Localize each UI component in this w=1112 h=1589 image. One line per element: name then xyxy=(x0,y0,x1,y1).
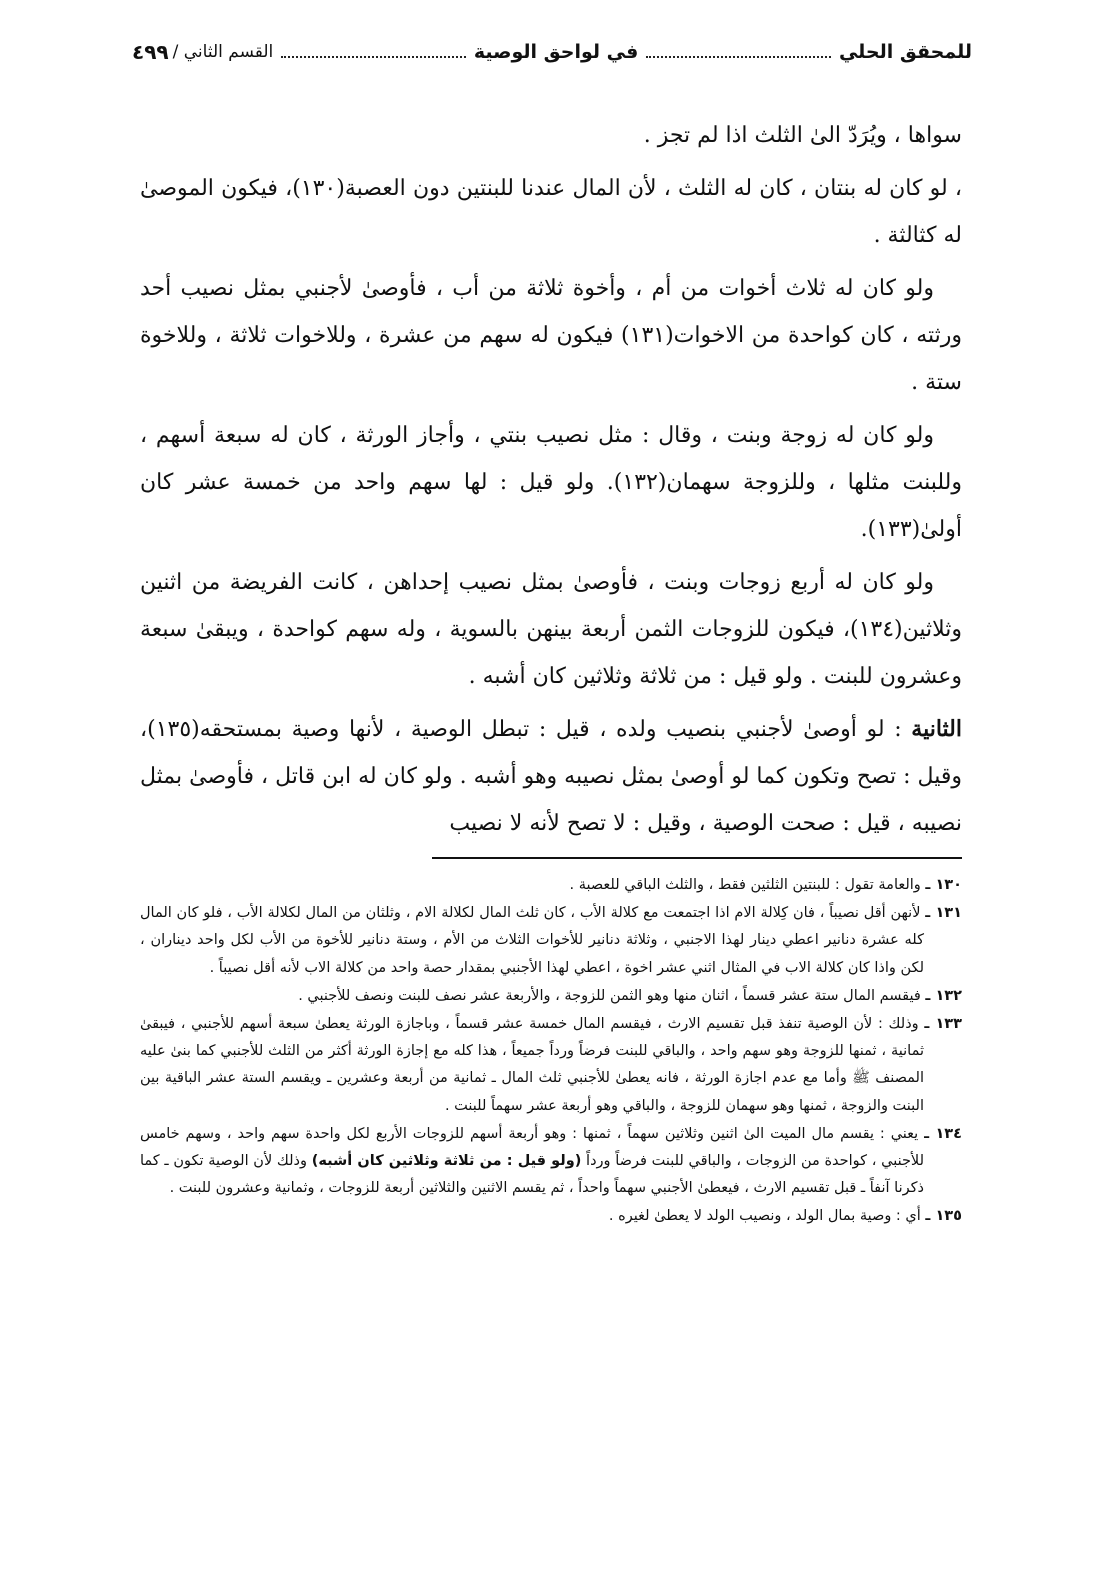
footnote-133 xyxy=(140,1011,962,1120)
page-number: ٤٩٩ xyxy=(131,40,169,64)
footnote-number: ١٣٤ ـ xyxy=(924,1125,962,1142)
paragraph-5: ولو كان له أربع زوجات وبنت ، فأوصىٰ بمثل نصيب إحداهن ، كانت الفريضة من اثنين وثلاثين(١٣٤)، فيكون للزوجات الثمن أربعة بينهن بالسوية ، وله سهم كواحدة ، ويبقىٰ سبعة وعشرون للبنت . ولو قيل : من ثلاثة وثلاثين كان أشبه . xyxy=(140,570,962,689)
footnote-quote: (ولو قيل : من ثلاثة وثلاثين كان أشبه) xyxy=(311,1153,582,1170)
footnote-135 xyxy=(140,1203,962,1230)
footnote-number: ١٣٢ ـ xyxy=(925,987,962,1004)
footnote-130 xyxy=(140,872,962,899)
footnote-number: ١٣٣ ـ xyxy=(924,1016,962,1033)
footnote-134 xyxy=(140,1121,962,1203)
footnote-text-cont: وذلك لأن الوصية تكون ـ كما ذكرنا آنفاً ـ قبل تقسيم الارث ، فيعطىٰ الأجنبي سهماً واحداً ، ثم يقسم الاثنين والثلاثين أربعة للزوجات ، وثمانية وعشرون للبنت . xyxy=(140,1153,924,1197)
footnote-text: لأنهن أقل نصيباً ، فان كِلالة الام اذا اجتمعت مع كلالة الأب ، كان ثلث المال لكلالة الام ، وثلثان من المال لكلالة الأب ، فلو كان المال كله عشرة دنانير اعطي دينار لهذا الاجنبي ، وثلاثة دنانير للأخوات الثلاث من الأم ، وستة دنانير للأخوة من الأب لكل واحد ديناران ، لكن واذا كان كلالة الاب في المثال اثني عشر اخوة ، اعطي لهذا الأجنبي بمقدار حصة واحد من كلالة الاب لأنه أقل نصيباً . xyxy=(140,905,924,976)
header-dots-2 xyxy=(281,56,466,58)
footnote-divider xyxy=(432,857,962,859)
paragraph-1: سواها ، ويُرَدّ الىٰ الثلث اذا لم تجز . xyxy=(643,123,962,148)
footnote-text: يعني : يقسم مال الميت الىٰ اثنين وثلاثين سهماً ، ثمنها : وهو أربعة أسهم للزوجات الأربع لكل واحدة سهم واحد ، وسهم خامس للأجنبي ، كواحدة من الزوجات ، والباقي للبنت فرضاً ورداً xyxy=(140,1125,924,1170)
footnote-text: والعامة تقول : للبنتين الثلثين فقط ، والثلث الباقي للعصبة . xyxy=(569,877,921,893)
footnotes xyxy=(140,872,962,1232)
paragraph-4: ولو كان له زوجة وبنت ، وقال : مثل نصيب بنتي ، وأجاز الورثة ، كان له سبعة أسهم ، وللبنت مثلها ، وللزوجة سهمان(١٣٢). ولو قيل : لها سهم واحد من خمسة عشر كان أولىٰ(١٣٣). xyxy=(140,423,962,542)
footnote-132 xyxy=(140,983,962,1010)
footnote-text: فيقسم المال ستة عشر قسماً ، اثنان منها وهو الثمن للزوجة ، والأربعة عشر نصف للبنت ونصف للأجنبي . xyxy=(298,987,921,1004)
footnote-131 xyxy=(140,900,962,982)
header-book-title: للمحقق الحلي xyxy=(838,41,972,63)
footnote-number: ١٣٥ ـ xyxy=(925,1208,962,1225)
paragraph-6 xyxy=(140,706,962,847)
paragraph-3: ولو كان له ثلاث أخوات من أم ، وأخوة ثلاثة من أب ، فأوصىٰ لأجنبي بمثل نصيب أحد ورثته ، كان كواحدة من الاخوات(١٣١) فيكون له سهم من عشرة ، وللاخوات ثلاثة ، وللاخوة ستة . xyxy=(140,276,962,395)
paragraph-6-body: : لو أوصىٰ لأجنبي بنصيب ولده ، قيل : تبطل الوصية ، لأنها وصية بمستحقه(١٣٥)، وقيل : تصح وتكون كما لو أوصىٰ بمثل نصيبه وهو أشبه . ولو كان له ابن قاتل ، فأوصىٰ بمثل نصيبه ، قيل : صحت الوصية ، وقيل : لا تصح لأنه لا نصيب xyxy=(140,717,962,836)
paragraph-6-lead: الثانية xyxy=(911,716,962,742)
footnote-text: وذلك : لأن الوصية تنفذ قبل تقسيم الارث ، فيقسم المال خمسة عشر قسماً ، وباجازة الورثة يعطىٰ سبعة أسهم للأجنبي ، فيبقىٰ ثمانية ، ثمنها للزوجة وهو سهم واحد ، والباقي للبنت فرضاً ورداً جميعاً ، هذا كله مع إجازة الورثة أكثر من الثلث للأجنبي كما بنىٰ عليه المصنف ﷺ وأما مع عدم اجازة الورثة ، فانه يعطىٰ للأجنبي ثلث المال ـ ثمانية من أربعة وعشرين ـ ويقسم الستة عشر الباقية بين البنت والزوجة ، ثمنها وهو سهمان للزوجة ، والباقي وهو أربعة عشر سهماً للبنت . xyxy=(140,1016,924,1114)
footnote-number: ١٣٠ ـ xyxy=(925,877,962,893)
main-text xyxy=(140,112,962,853)
header-dots-1 xyxy=(646,56,831,58)
header-section: القسم الثاني / xyxy=(172,42,274,62)
footnote-text: أي : وصية بمال الولد ، ونصيب الولد لا يعطىٰ لغيره . xyxy=(608,1208,921,1225)
footnote-number: ١٣١ ـ xyxy=(925,905,962,922)
running-header xyxy=(132,40,972,64)
header-chapter-title: في لواحق الوصية xyxy=(473,41,639,63)
paragraph-2: ، لو كان له بنتان ، كان له الثلث ، لأن المال عندنا للبنتين دون العصبة(١٣٠)، فيكون الموصىٰ له كثالثة . xyxy=(140,176,963,248)
